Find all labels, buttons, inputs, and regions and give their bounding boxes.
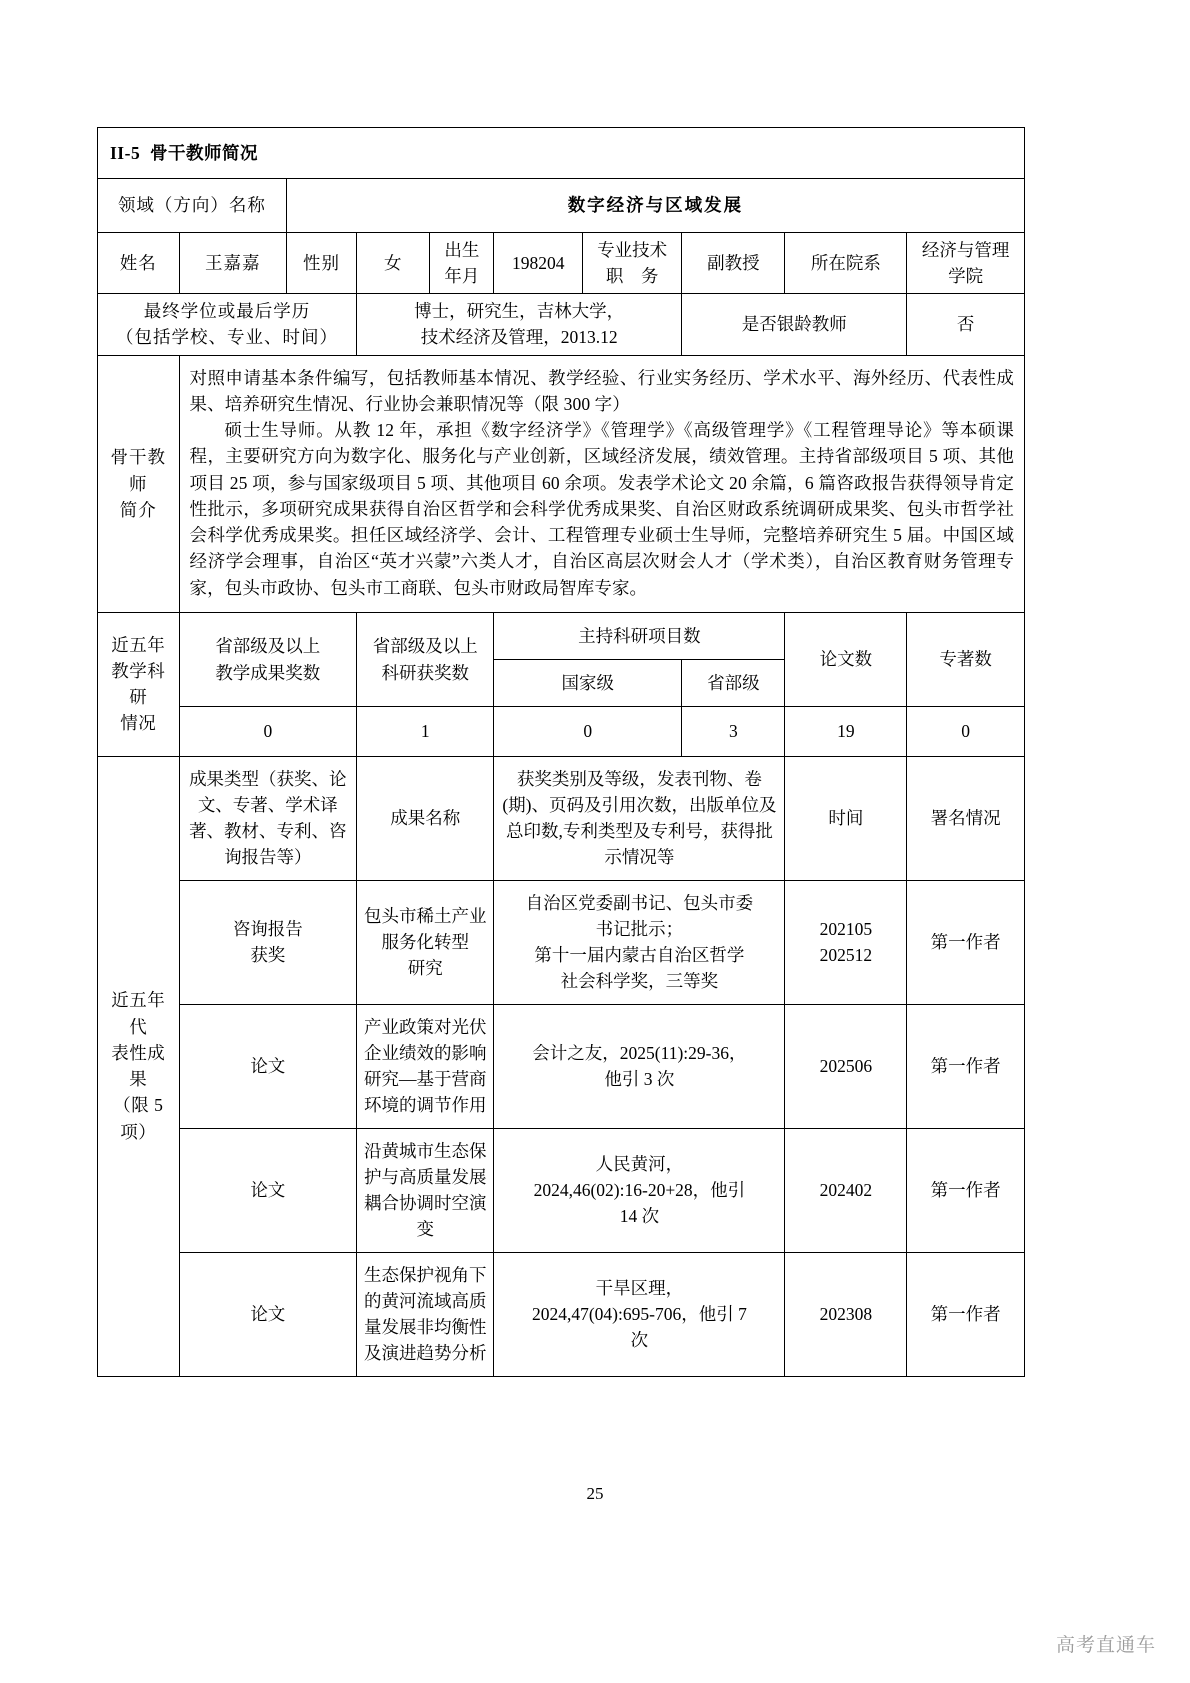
research-award-line1: 省部级及以上 (372, 636, 478, 657)
section-title-text: 骨干教师简况 (149, 143, 258, 163)
stats-row-label (98, 612, 180, 756)
stats-header-papers: 论文数 (785, 612, 907, 707)
achievements-header-type: 成果类型（获奖、论文、专著、学术译著、教材、专利、咨询报告等） (179, 756, 357, 880)
degree-label-line1: 最终学位或最后学历 (143, 301, 311, 321)
department-value (907, 232, 1025, 294)
achievement-name (357, 1004, 494, 1128)
name-value: 王嘉嘉 (179, 232, 286, 294)
stats-value-teaching-award: 0 (179, 707, 357, 756)
biography-instruction: 对照申请基本条件编写，包括教师基本情况、教学经验、行业实务经历、学术水平、海外经历、代表性成果、培养研究生情况、行业协会兼职情况等（限 300 字） (189, 367, 1014, 414)
achievement-name-line1: 包头市稀土产业 (363, 905, 487, 926)
achievement-detail-line2: 2024,46(02):16-20+28，他引 (533, 1179, 746, 1200)
birth-label-line1: 出生 (444, 239, 480, 260)
section-title-row (98, 128, 1025, 179)
stats-header-projects-provincial: 省部级 (682, 660, 785, 707)
achievement-detail-line3: 第十一届内蒙古自治区哲学 (534, 945, 745, 965)
achievement-detail (494, 1004, 785, 1128)
field-value: 数字经济与区域发展 (286, 179, 1024, 232)
stats-values-row (98, 707, 1025, 756)
achievement-name-line4: 变 (416, 1219, 434, 1240)
achievement-detail (494, 1252, 785, 1376)
achievement-detail-line1: 会计之友，2025(11):29-36， (532, 1042, 747, 1063)
achievement-name-line3: 研究—基于营商 (363, 1069, 487, 1089)
watermark: 高考直通车 (1055, 1635, 1156, 1656)
achievement-type-line1: 咨询报告 (232, 918, 303, 939)
field-direction-row (98, 179, 1025, 232)
senior-teacher-label: 是否银龄教师 (682, 294, 907, 356)
achievement-name-line3: 量发展非均衡性 (363, 1317, 487, 1337)
department-label: 所在院系 (785, 232, 907, 294)
birth-label-line2: 年月 (444, 265, 480, 286)
achievement-name-line2: 服务化转型 (381, 931, 469, 952)
achievement-type (179, 880, 357, 1004)
degree-value-line1: 博士，研究生，吉林大学， (414, 301, 625, 321)
achievement-detail-line2: 2024,47(04):695-706，他引 7 (531, 1303, 747, 1324)
achievement-type-line2: 获奖 (250, 945, 286, 965)
achievement-name (357, 1128, 494, 1252)
achievement-detail-line1: 人民黄河， (595, 1153, 684, 1174)
achievement-name-line3: 耦合协调时空演 (363, 1193, 487, 1213)
achievement-type: 论文 (179, 1004, 357, 1128)
achievement-name-line1: 生态保护视角下 (363, 1264, 487, 1285)
degree-row (98, 294, 1025, 356)
achievement-detail-line1: 干旱区理， (595, 1277, 684, 1298)
stats-value-monographs: 0 (907, 707, 1025, 756)
section-title-cell (98, 128, 1025, 179)
stats-row-label-line1: 近五年 (111, 634, 166, 655)
achievement-detail (494, 880, 785, 1004)
achievement-time (785, 880, 907, 1004)
professional-title-value: 副教授 (682, 232, 785, 294)
achievement-detail-line2: 书记批示； (595, 918, 684, 939)
achievements-header-signature: 署名情况 (907, 756, 1025, 880)
senior-teacher-value: 否 (907, 294, 1025, 356)
department-value-line1: 经济与管理 (921, 239, 1010, 260)
achievement-name-line3: 研究 (407, 958, 443, 979)
biography-row (98, 355, 1025, 612)
achievements-row-label (98, 756, 180, 1376)
achievement-name-line1: 沿黄城市生态保 (363, 1140, 487, 1161)
stats-value-papers: 19 (785, 707, 907, 756)
achievements-row-label-line3: （限 5 项） (113, 1095, 164, 1142)
achievement-signature: 第一作者 (907, 880, 1025, 1004)
birth-label (430, 232, 494, 294)
profile-table (97, 127, 1025, 1377)
achievement-name (357, 1252, 494, 1376)
achievement-time-line2: 202512 (819, 945, 873, 965)
table-row (98, 1252, 1025, 1376)
achievements-header-detail: 获奖类别及等级，发表刊物、卷(期)、页码及引用次数，出版单位及总印数,专利类型及专利号，获得批示情况等 (494, 756, 785, 880)
achievement-name-line2: 企业绩效的影响 (363, 1042, 487, 1063)
stats-row-label-line3: 情况 (120, 713, 157, 734)
achievement-time: 202402 (785, 1128, 907, 1252)
field-label: 领域（方向）名称 (98, 179, 287, 232)
section-id: II-5 (110, 143, 141, 163)
person-info-row (98, 232, 1025, 294)
achievement-detail-line3: 14 次 (619, 1206, 660, 1227)
professional-title-label-line1: 专业技术 (597, 239, 668, 260)
achievements-header-time: 时间 (785, 756, 907, 880)
achievement-name-line4: 及演进趋势分析 (363, 1343, 487, 1364)
professional-title-label (583, 232, 682, 294)
teaching-award-line1: 省部级及以上 (215, 636, 321, 657)
stats-value-projects-national: 0 (494, 707, 682, 756)
achievement-detail-line3: 次 (630, 1330, 649, 1351)
biography-label-line2: 简介 (119, 499, 157, 520)
achievement-signature: 第一作者 (907, 1252, 1025, 1376)
achievement-type: 论文 (179, 1128, 357, 1252)
research-award-line2: 科研获奖数 (381, 662, 469, 683)
achievement-detail-line1: 自治区党委副书记、包头市委 (525, 892, 754, 913)
stats-row-label-line2: 教学科研 (111, 660, 166, 708)
achievement-detail (494, 1128, 785, 1252)
name-label: 姓名 (98, 232, 180, 294)
achievements-header-row (98, 756, 1025, 880)
achievement-detail-line2: 他引 3 次 (604, 1069, 675, 1089)
gender-value: 女 (357, 232, 430, 294)
gender-label: 性别 (286, 232, 356, 294)
birth-value: 198204 (494, 232, 583, 294)
stats-header-projects-group: 主持科研项目数 (494, 612, 785, 659)
stats-value-projects-provincial: 3 (682, 707, 785, 756)
biography-label-line1: 骨干教师 (110, 447, 167, 494)
degree-label (98, 294, 357, 356)
degree-value (357, 294, 682, 356)
achievements-header-name: 成果名称 (357, 756, 494, 880)
stats-value-research-award: 1 (357, 707, 494, 756)
achievement-type: 论文 (179, 1252, 357, 1376)
table-row (98, 1004, 1025, 1128)
biography-content-cell (179, 355, 1024, 612)
biography-label (98, 355, 180, 612)
achievement-name-line2: 护与高质量发展 (363, 1166, 487, 1187)
degree-label-line2: （包括学校、专业、时间） (116, 327, 339, 348)
achievement-signature: 第一作者 (907, 1004, 1025, 1128)
stats-header-monographs: 专著数 (907, 612, 1025, 707)
achievement-name-line4: 环境的调节作用 (363, 1095, 487, 1116)
stats-header-research-award (357, 612, 494, 707)
page-number: 25 (586, 1484, 604, 1503)
table-row (98, 1128, 1025, 1252)
faculty-profile-form (97, 127, 1025, 1377)
achievement-name-line1: 产业政策对光伏 (363, 1016, 487, 1037)
achievement-time: 202308 (785, 1252, 907, 1376)
biography-content: 硕士生导师。从教 12 年，承担《数字经济学》《管理学》《高级管理学》《工程管理导论》等本硕课程，主要研究方向为数字化、服务化与产业创新，区域经济发展，绩效管理。主持省部级项目 5 项、其他项目 25 项，参与国家级项目 5 项、其他项目 60 余项。发表学术论文 20 余篇，6 篇咨政报告获得领导肯定性批示，多项研究成果获得自治区哲学和会科学优秀成果奖、自治区财政系统调研成果奖、包头市哲学社会科学优秀成果奖。担任区域经济学、会计、工程管理专业硕士生导师，完整培养研究生 5 届。中国区域经济学会理事，自治区“英才兴蒙”六类人才，自治区高层次财会人才（学术类），自治区教育财务管理专家，包头市政协、包头市工商联、包头市财政局智库专家。 (189, 420, 1014, 598)
table-row (98, 880, 1025, 1004)
achievements-row-label-line1: 近五年代 (111, 990, 166, 1037)
department-value-line2: 学院 (948, 265, 984, 286)
achievement-detail-line4: 社会科学奖，三等奖 (560, 971, 719, 992)
achievement-time-line1: 202105 (819, 918, 873, 939)
achievements-row-label-line2: 表性成果 (111, 1042, 166, 1089)
achievement-name-line2: 的黄河流域高质 (363, 1290, 487, 1311)
professional-title-label-line2: 职 务 (605, 265, 659, 286)
achievement-name (357, 880, 494, 1004)
degree-value-line2: 技术经济及管理，2013.12 (420, 327, 618, 348)
stats-header-row (98, 612, 1025, 659)
stats-header-projects-national: 国家级 (494, 660, 682, 707)
achievement-time: 202506 (785, 1004, 907, 1128)
teaching-award-line2: 教学成果奖数 (215, 662, 321, 683)
stats-header-teaching-award (179, 612, 357, 707)
achievement-signature: 第一作者 (907, 1128, 1025, 1252)
